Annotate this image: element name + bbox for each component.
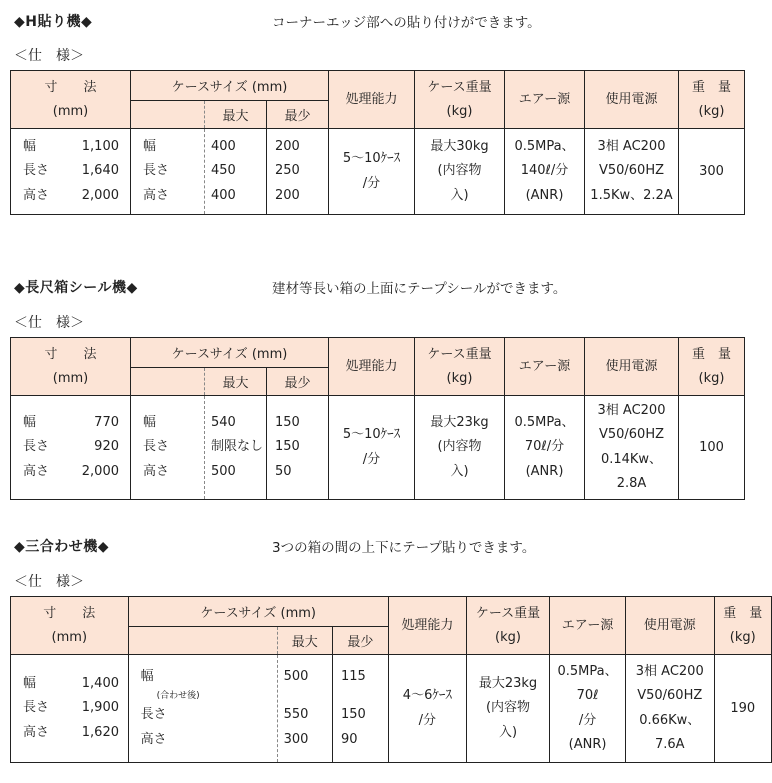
data-row <box>11 396 745 500</box>
case-size-label: 幅 <box>143 138 157 154</box>
case-size-min: 200 <box>275 187 300 203</box>
power-header-label: 使用電源 <box>605 91 658 107</box>
case-size-label-list <box>129 665 277 753</box>
power-header-label: 使用電源 <box>643 617 696 633</box>
power-cell-line: 7.6A <box>654 737 685 752</box>
case-size-min: 200 <box>275 138 300 154</box>
power-cell-line: 3相 AC200 <box>597 402 666 418</box>
case-size-max: 500 <box>211 463 236 479</box>
machine-description: 3つの箱の間の上下にテープ貼りできます。 <box>272 540 536 556</box>
case-size-max: 400 <box>211 138 236 154</box>
case-weight-header-label: ケース重量 <box>427 79 492 95</box>
dimension-line <box>11 721 128 746</box>
spec-table <box>10 596 772 763</box>
case-size-max: 450 <box>211 163 236 179</box>
capacity-cell-lines <box>329 423 414 472</box>
power-cell-line: 3相 AC200 <box>597 138 666 154</box>
dimension-line <box>11 411 130 436</box>
dimension-label: 高さ <box>23 724 50 740</box>
case-size-min: 150 <box>275 414 300 430</box>
case-size-max: 500 <box>283 668 309 684</box>
air-header-label: エアー源 <box>518 358 571 374</box>
air-cell-line: 0.5MPa、 <box>557 663 618 679</box>
air-cell-lines <box>505 135 584 209</box>
header-row <box>11 597 772 627</box>
case-size-max-values <box>277 655 332 763</box>
case-size-label: 幅 <box>143 414 157 430</box>
machine-description: コーナーエッジ部への貼り付けができます。 <box>272 15 541 31</box>
dimension-line <box>11 435 130 460</box>
case-size-min-list <box>267 411 328 485</box>
capacity-cell <box>329 129 415 215</box>
case-size-label: 高さ <box>143 187 170 203</box>
weight-cell: 300 <box>679 129 745 215</box>
case-size-label-list <box>131 411 204 485</box>
case-size-label: 幅 <box>140 668 154 684</box>
dimension-value: 1,900 <box>81 700 119 716</box>
case-size-max: 300 <box>283 731 309 747</box>
machine-title: ◆長尺箱シール機◆ <box>14 280 138 296</box>
dimension-line <box>11 135 130 160</box>
dimensions-header <box>11 338 131 396</box>
case-weight-header-label: ケース重量 <box>427 346 492 362</box>
case-size-max: 400 <box>211 187 236 203</box>
case-weight-cell-line: 入) <box>450 463 469 479</box>
case-size-max: 540 <box>211 414 236 430</box>
dimension-value: 770 <box>94 414 119 430</box>
case-size-max: 制限なし <box>211 439 264 455</box>
case-size-blank-header <box>131 101 205 129</box>
power-cell-line: V50/60HZ <box>598 427 665 442</box>
power-cell-line: V50/60HZ <box>598 163 665 179</box>
capacity-header-label: 処理能力 <box>401 617 454 633</box>
note-spacer <box>333 689 388 703</box>
dimensions-cell <box>11 396 131 500</box>
air-cell-line: 0.5MPa、 <box>514 138 575 154</box>
power-cell-lines <box>585 399 678 497</box>
power-cell-line: V50/60HZ <box>637 688 703 703</box>
weight-header-unit: (kg) <box>698 103 725 119</box>
case-weight-cell-lines <box>415 135 504 209</box>
case-weight-header <box>415 71 505 129</box>
capacity-cell-line: /分 <box>418 712 437 728</box>
max-header: 最大 <box>205 101 267 129</box>
weight-header-label: 重 量 <box>723 605 763 621</box>
case-size-min: 50 <box>275 463 292 479</box>
air-cell-line: (ANR) <box>525 187 564 203</box>
capacity-cell-line: 5～10ｹｰｽ <box>342 427 401 442</box>
case-size-min: 150 <box>275 439 300 455</box>
air-cell-line: (ANR) <box>568 737 607 752</box>
dimensions-header <box>11 71 131 129</box>
air-cell-line: 70ℓ <box>576 688 599 703</box>
case-weight-header-unit: (kg) <box>446 370 473 386</box>
spec-label: ＜仕 様＞ <box>14 315 84 331</box>
case-size-header: ケースサイズ (mm) <box>131 71 329 101</box>
capacity-cell <box>329 396 415 500</box>
case-size-label-list <box>131 135 204 209</box>
case-weight-header-unit: (kg) <box>446 103 473 119</box>
dimensions-cell <box>11 129 131 215</box>
air-cell <box>505 396 585 500</box>
case-size-max: 550 <box>283 707 309 723</box>
dimensions-header-unit: (mm) <box>51 629 88 645</box>
dimensions-header-unit: (mm) <box>52 103 89 119</box>
case-weight-header-unit: (kg) <box>495 629 521 645</box>
case-weight-cell-line: 最大30kg <box>430 138 489 154</box>
case-size-label: 長さ <box>143 163 170 179</box>
case-size-label: 高さ <box>143 463 170 479</box>
case-size-min: 115 <box>340 668 366 684</box>
note-spacer <box>278 689 332 703</box>
machine-title: ◆H貼り機◆ <box>14 14 93 30</box>
power-cell-line: 0.14Kw、 <box>600 451 663 467</box>
weight-cell: 190 <box>714 655 772 763</box>
case-size-max-values <box>205 396 267 500</box>
air-header <box>550 597 626 655</box>
air-cell-line: 70ℓ/分 <box>524 439 565 455</box>
dimensions-header-label: 寸 法 <box>44 79 97 95</box>
case-weight-cell-line: (内容物 <box>437 163 482 179</box>
case-size-min: 250 <box>275 163 300 179</box>
case-size-label: 長さ <box>140 707 167 723</box>
capacity-cell-lines <box>389 684 466 733</box>
power-cell-line: 3相 AC200 <box>635 663 704 679</box>
power-cell-lines <box>585 135 678 209</box>
dimension-label: 長さ <box>23 163 50 179</box>
power-header <box>585 71 679 129</box>
capacity-cell-line: /分 <box>362 451 381 467</box>
capacity-cell-lines <box>329 147 414 196</box>
dimensions-header-label: 寸 法 <box>43 605 96 621</box>
dimension-line <box>11 184 130 209</box>
dimension-value: 1,400 <box>81 675 119 691</box>
case-size-header: ケースサイズ (mm) <box>128 597 388 627</box>
case-size-max-list <box>278 665 332 753</box>
case-size-note: (合わせ後) <box>156 691 200 702</box>
case-size-max-list <box>205 411 266 485</box>
air-cell-lines <box>505 411 584 485</box>
spec-label: ＜仕 様＞ <box>14 48 84 64</box>
case-weight-cell-lines <box>415 411 504 485</box>
capacity-cell-line: 4～6ｹｰｽ <box>402 688 452 703</box>
case-size-label: 長さ <box>143 439 170 455</box>
dimension-value: 2,000 <box>81 187 119 203</box>
header-row <box>11 71 745 101</box>
capacity-cell-line: 5～10ｹｰｽ <box>342 151 401 166</box>
air-cell-line: /分 <box>578 712 597 728</box>
power-cell <box>585 129 679 215</box>
case-size-max-list <box>205 135 266 209</box>
capacity-cell <box>388 655 466 763</box>
air-cell-line: 0.5MPa、 <box>514 414 575 430</box>
dimension-label: 長さ <box>23 700 50 716</box>
max-header: 最大 <box>205 368 267 396</box>
case-size-min-values <box>332 655 388 763</box>
case-size-min: 90 <box>340 731 358 747</box>
dimension-line <box>11 672 128 697</box>
dimensions-header-label: 寸 法 <box>44 346 97 362</box>
machine-title: ◆三合わせ機◆ <box>14 539 110 555</box>
case-size-max-values <box>205 129 267 215</box>
power-header <box>585 338 679 396</box>
spec-table <box>10 337 745 500</box>
case-weight-header <box>415 338 505 396</box>
case-weight-header <box>466 597 549 655</box>
weight-header <box>679 338 745 396</box>
dimension-label: 高さ <box>23 187 50 203</box>
case-weight-cell-line: (内容物 <box>485 700 531 716</box>
dimension-value: 2,000 <box>81 463 119 479</box>
air-cell-line: (ANR) <box>525 463 564 479</box>
capacity-header <box>329 338 415 396</box>
dimensions-list <box>11 672 128 746</box>
data-row <box>11 655 772 763</box>
case-size-min-list <box>333 665 388 753</box>
power-cell-lines <box>626 660 714 758</box>
dimension-value: 1,620 <box>81 724 119 740</box>
air-header-label: エアー源 <box>561 617 614 633</box>
power-cell-line: 0.66Kw、 <box>639 712 701 728</box>
case-weight-cell-line: (内容物 <box>437 439 482 455</box>
air-header-label: エアー源 <box>518 91 571 107</box>
capacity-header-label: 処理能力 <box>345 91 398 107</box>
air-header <box>505 71 585 129</box>
case-weight-header-label: ケース重量 <box>475 605 541 621</box>
capacity-header <box>329 71 415 129</box>
dimension-line <box>11 159 130 184</box>
case-size-min-list <box>267 135 328 209</box>
power-header-label: 使用電源 <box>605 358 658 374</box>
dimension-line <box>11 460 130 485</box>
case-weight-cell <box>415 129 505 215</box>
min-header: 最少 <box>267 368 329 396</box>
case-weight-cell-line: 最大23kg <box>430 414 489 430</box>
weight-header-unit: (kg) <box>729 629 756 645</box>
power-cell-line: 1.5Kw、2.2A <box>590 187 673 203</box>
case-weight-cell-line: 最大23kg <box>478 675 538 691</box>
case-size-label: 高さ <box>140 731 167 747</box>
air-cell <box>550 655 626 763</box>
weight-cell: 100 <box>679 396 745 500</box>
case-size-min-values <box>267 129 329 215</box>
case-size-blank-header <box>131 368 205 396</box>
max-header: 最大 <box>277 627 332 655</box>
air-cell-lines <box>550 660 625 758</box>
dimension-line <box>11 696 128 721</box>
case-size-labels <box>131 396 205 500</box>
header-row <box>11 338 745 368</box>
min-header: 最少 <box>267 101 329 129</box>
case-size-min: 150 <box>340 707 366 723</box>
capacity-cell-line: /分 <box>362 175 381 191</box>
dimensions-header-unit: (mm) <box>52 370 89 386</box>
case-size-header: ケースサイズ (mm) <box>131 338 329 368</box>
weight-header <box>714 597 772 655</box>
dimensions-list <box>11 411 130 485</box>
weight-header-label: 重 量 <box>691 346 731 362</box>
dimensions-header <box>11 597 129 655</box>
air-cell-line: 140ℓ/分 <box>520 163 569 179</box>
case-weight-cell-lines <box>467 672 549 746</box>
dimension-label: 幅 <box>23 138 37 154</box>
data-row <box>11 129 745 215</box>
dimension-label: 高さ <box>23 463 50 479</box>
power-cell <box>585 396 679 500</box>
weight-header-label: 重 量 <box>691 79 731 95</box>
air-cell <box>505 129 585 215</box>
dimension-label: 幅 <box>23 675 37 691</box>
dimension-value: 1,100 <box>81 138 119 154</box>
spec-table <box>10 70 745 215</box>
power-header <box>626 597 715 655</box>
case-size-min-values <box>267 396 329 500</box>
case-weight-cell-line: 入) <box>498 724 518 740</box>
min-header: 最少 <box>332 627 388 655</box>
case-weight-cell-line: 入) <box>450 187 469 203</box>
weight-header <box>679 71 745 129</box>
dimensions-list <box>11 135 130 209</box>
case-size-blank-header <box>128 627 277 655</box>
power-cell-line: 2.8A <box>616 476 647 491</box>
capacity-header <box>388 597 466 655</box>
case-size-labels <box>128 655 277 763</box>
power-cell <box>626 655 715 763</box>
air-header <box>505 338 585 396</box>
dimension-value: 1,640 <box>81 163 119 179</box>
case-weight-cell <box>466 655 549 763</box>
weight-header-unit: (kg) <box>698 370 725 386</box>
spec-label: ＜仕 様＞ <box>14 574 84 590</box>
machine-description: 建材等長い箱の上面にテープシールができます。 <box>272 281 567 297</box>
dimensions-cell <box>11 655 129 763</box>
case-size-labels <box>131 129 205 215</box>
dimension-value: 920 <box>94 439 119 455</box>
case-weight-cell <box>415 396 505 500</box>
dimension-label: 幅 <box>23 414 37 430</box>
capacity-header-label: 処理能力 <box>345 358 398 374</box>
dimension-label: 長さ <box>23 439 50 455</box>
